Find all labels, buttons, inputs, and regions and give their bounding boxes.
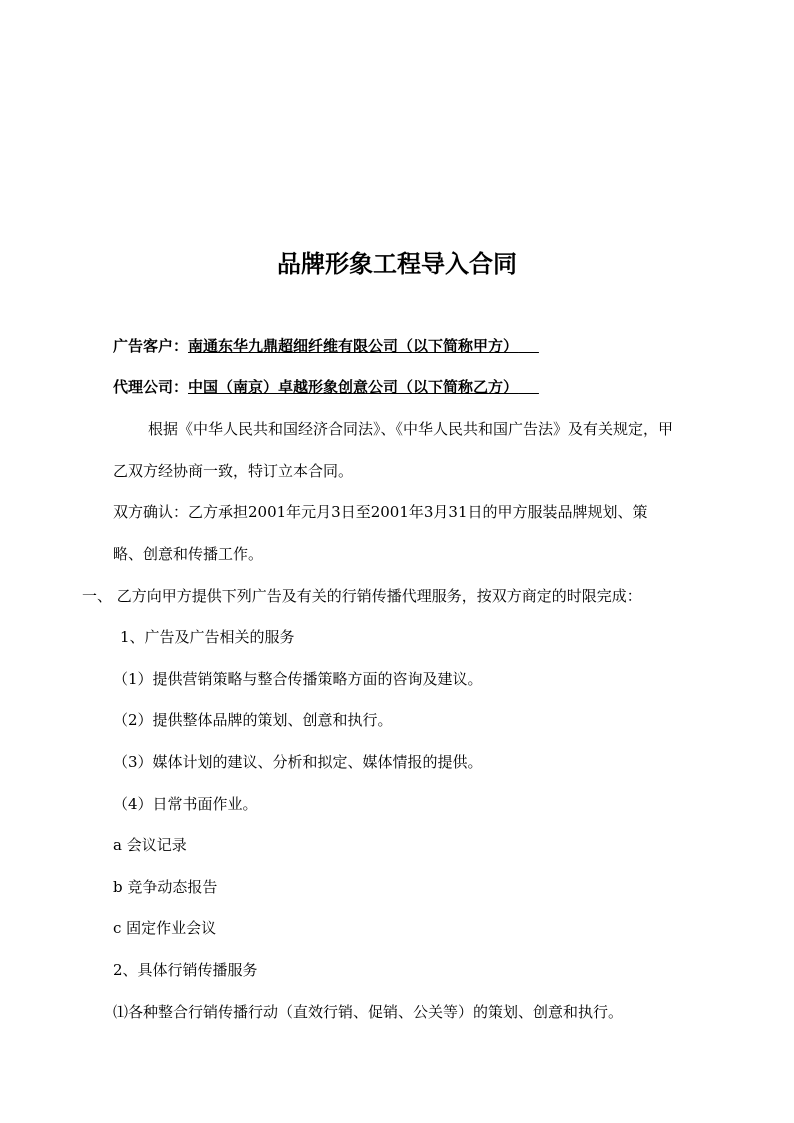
- section-1-heading: 一、 乙方向甲方提供下列广告及有关的行销传播代理服务，按双方商定的时限完成：: [82, 587, 642, 605]
- confirm-line-1: 双方确认：乙方承担2001年元月3日至2001年3月31日的甲方服装品牌规划、策: [113, 503, 648, 521]
- service-item-3: （3）媒体计划的建议、分析和拟定、媒体情报的提供。: [113, 753, 483, 771]
- document-title: 品牌形象工程导入合同: [277, 250, 517, 278]
- intro-line-2: 乙双方经协商一致，特订立本合同。: [113, 462, 354, 480]
- intro-line-1: 根据《中华人民共和国经济合同法》、《中华人民共和国广告法》及有关规定，甲: [148, 420, 674, 438]
- client-line: [113, 334, 539, 358]
- written-work-item-c: c 固定作业会议: [113, 919, 217, 937]
- marketing-item-1: ⑴各种整合行销传播行动（直效行销、促销、公关等）的策划、创意和执行。: [113, 1003, 624, 1021]
- client-value: 南通东华九鼎超细纤维有限公司（以下简称甲方）: [188, 337, 519, 355]
- service-item-2: （2）提供整体品牌的策划、创意和执行。: [113, 711, 393, 729]
- written-work-item-b: b 竞争动态报告: [113, 878, 218, 896]
- subsection-2-heading: 2、具体行销传播服务: [113, 961, 258, 979]
- agency-line: [113, 375, 539, 399]
- service-item-1: （1）提供营销策略与整合传播策略方面的咨询及建议。: [113, 670, 483, 688]
- agency-underline: [518, 378, 539, 396]
- written-work-item-a: a 会议记录: [113, 836, 187, 854]
- agency-label: 代理公司：: [113, 378, 189, 396]
- service-item-4: （4）日常书面作业。: [113, 795, 258, 813]
- subsection-1-heading: 1、广告及广告相关的服务: [120, 628, 295, 646]
- agency-value: 中国（南京）卓越形象创意公司（以下简称乙方）: [188, 378, 519, 396]
- confirm-line-2: 略、创意和传播工作。: [113, 545, 264, 563]
- client-label: 广告客户：: [113, 337, 189, 355]
- client-underline: [518, 337, 539, 355]
